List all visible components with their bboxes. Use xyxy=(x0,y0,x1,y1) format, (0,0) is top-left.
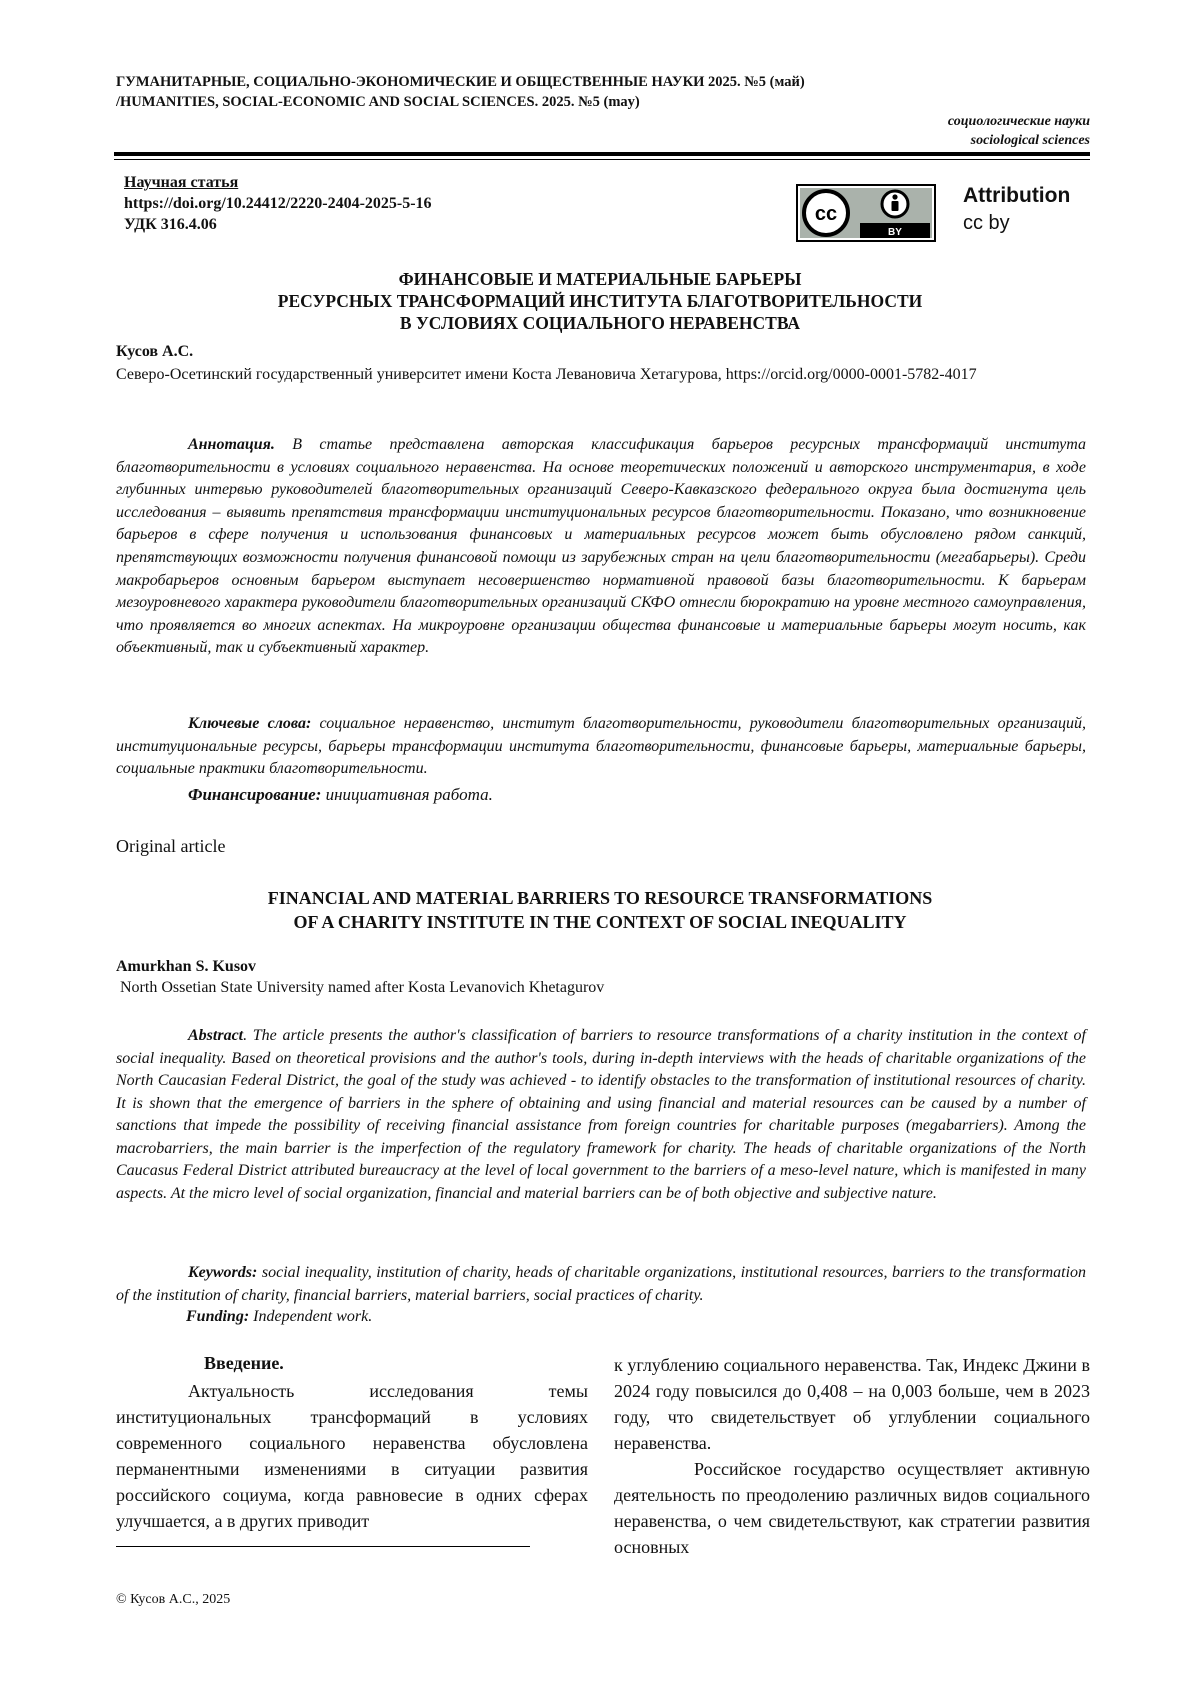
section-category xyxy=(948,112,1090,150)
abstract-ru-label: Аннотация. xyxy=(188,436,275,453)
title-ru-line-2: РЕСУРСНЫХ ТРАНСФОРМАЦИЙ ИНСТИТУТА БЛАГОТВОРИТЕЛЬНОСТИ xyxy=(277,291,923,311)
keywords-en xyxy=(116,1262,1086,1307)
keywords-ru-label: Ключевые слова: xyxy=(188,715,312,732)
article-meta xyxy=(124,172,432,235)
title-ru-line-3: В УСЛОВИЯХ СОЦИАЛЬНОГО НЕРАВЕНСТВА xyxy=(399,313,801,333)
category-en: sociological sciences xyxy=(970,133,1090,148)
abstract-en-label: Abstract xyxy=(188,1027,244,1044)
copyright-notice: © Кусов А.С., 2025 xyxy=(116,1592,231,1607)
funding-en-label: Funding xyxy=(186,1308,244,1325)
funding-en-text: Independent work. xyxy=(253,1308,373,1325)
abstract-en xyxy=(116,1025,1086,1205)
body-right-paragraph-2: Российское государство осуществляет активную деятельность по преодолению различных видов социального неравенства, о чем свидетельствуют, как стратегии развития основных xyxy=(614,1459,1090,1557)
author-ru: Кусов А.С. xyxy=(116,343,194,360)
keywords-ru xyxy=(116,713,1086,781)
title-en-line-2: OF A CHARITY INSTITUTE IN THE CONTEXT OF SOCIAL INEQUALITY xyxy=(293,912,907,932)
journal-header xyxy=(116,72,1076,112)
license-cc-by: cc by xyxy=(963,212,1010,234)
udc-code: УДК 316.4.06 xyxy=(124,216,217,233)
abstract-en-text: . The article presents the author's classification of barriers to resource transformations of a charity institution in the context of social inequality. Based on theoretical provisions and the author's tools, during in-depth interviews with the heads of charitable organizations of the North Caucasian Federal District, the goal of the study was achieved - to identify obstacles to the transformation of institutional resources of charity. It is shown that the emergence of barriers in the sphere of obtaining and using financial and material resources can be caused by a number of sanctions that impede the possibility of receiving financial assistance from foreign countries for charitable purposes (megabarriers). Among the macrobarriers, the main barrier is the imperfection of the regulatory framework for charity. The heads of charitable organizations of the North Caucasus Federal District attributed bureaucracy at the level of local government to the barriers of a meso-level nature, which is manifested in many aspects. At the micro level of social organization, financial and material barriers can be of both objective and subjective nature. xyxy=(116,1027,1086,1202)
header-rule-thin xyxy=(114,159,1090,160)
by-letters: BY xyxy=(888,227,902,238)
body-left-paragraph: Актуальность исследования темы институциональных трансформаций в условиях современного социального неравенства обусловлена перманентными изменениями в ситуации развития российского социума, когда равновесие в одних сферах улучшается, а в других приводит xyxy=(116,1381,588,1531)
article-type-en: Original article xyxy=(116,836,226,856)
journal-title-en: /HUMANITIES, SOCIAL-ECONOMIC AND SOCIAL SCIENCES. 2025. №5 (may) xyxy=(116,94,640,110)
title-ru-line-1: ФИНАНСОВЫЕ И МАТЕРИАЛЬНЫЕ БАРЬЕРЫ xyxy=(398,269,802,289)
funding-ru: Финансирование: инициативная работа. xyxy=(188,785,493,804)
body-right-paragraph-1: к углублению социального неравенства. Так, Индекс Джини в 2024 году повысился до 0,408 – на 0,003 больше, чем в 2023 году, что свидетельствует об углублении социального неравенства. xyxy=(614,1355,1090,1453)
article-title-ru xyxy=(150,268,1050,334)
cc-by-license-icon[interactable] xyxy=(796,184,936,242)
funding-ru-label: Финансирование xyxy=(188,785,316,804)
funding-ru-text: инициативная работа. xyxy=(325,785,493,804)
keywords-ru-text: социальное неравенство, институт благотворительности, руководители благотворительных организаций, институциональные ресурсы, барьеры трансформации института благотворительности, финансовые барьеры, материальные барьеры, социальные практики благотворительности. xyxy=(116,715,1086,778)
body-right-column xyxy=(614,1352,1090,1560)
license-text xyxy=(963,183,1070,237)
abstract-ru-text: В статье представлена авторская классификация барьеров ресурсных трансформаций института благотворительности в условиях социального неравенства. На основе теоретических положений и авторского инструментария, в ходе глубинных интервью руководителей благотворительных организаций Северо-Кавказского федерального округа была достигнута цель исследования – выявить препятствия трансформации институциональных ресурсов благотворительности. Показано, что возникновение барьеров в сфере получения и использования финансовых и материальных ресурсов может быть обусловлено рядом санкций, препятствующих возможности получения финансовой помощи из зарубежных стран на цели благотворительности (мегабарьеры). Среди макробарьеров основным барьером выступает несовершенство нормативной правовой базы благотворительности. К барьерам мезоуровневого характера руководители благотворительных организаций СКФО отнесли бюрократию на уровне местного самоуправления, что проявляется во многих аспектах. На микроуровне организации общества финансовые и материальные барьеры могут носить, как объективный, так и субъективный характер. xyxy=(116,436,1087,657)
header-rule-thick xyxy=(114,152,1090,156)
journal-title-ru: ГУМАНИТАРНЫЕ, СОЦИАЛЬНО-ЭКОНОМИЧЕСКИЕ И ОБЩЕСТВЕННЫЕ НАУКИ 2025. №5 (май) xyxy=(116,74,805,90)
license-attribution: Attribution xyxy=(963,184,1071,207)
keywords-en-label: Keywords: xyxy=(188,1264,258,1281)
affiliation-ru: Северо-Осетинский государственный университет имени Коста Левановича Хетагурова, https://orcid.org/0000-0001-5782-4017 xyxy=(116,366,977,383)
article-type-ru: Научная статья xyxy=(124,174,239,191)
abstract-ru xyxy=(116,434,1086,660)
title-en-line-1: FINANCIAL AND MATERIAL BARRIERS TO RESOURCE TRANSFORMATIONS xyxy=(267,888,933,908)
keywords-en-text: social inequality, institution of charity, heads of charitable organizations, institutional resources, barriers to the transformation of the institution of charity, financial barriers, material barriers, social practices of charity. xyxy=(116,1264,1087,1304)
cc-letters: cc xyxy=(814,203,838,225)
body-left-column xyxy=(116,1378,588,1534)
intro-heading: Введение. xyxy=(204,1353,284,1373)
funding-en: Funding: Independent work. xyxy=(186,1308,373,1325)
doi-link[interactable]: https://doi.org/10.24412/2220-2404-2025-5-16 xyxy=(124,195,432,212)
footnote-rule xyxy=(116,1546,530,1547)
article-title-en xyxy=(150,886,1050,934)
category-ru: социологические науки xyxy=(947,114,1090,129)
author-en: Amurkhan S. Kusov xyxy=(116,958,257,975)
affiliation-en: North Ossetian State University named after Kosta Levanovich Khetagurov xyxy=(120,979,605,996)
